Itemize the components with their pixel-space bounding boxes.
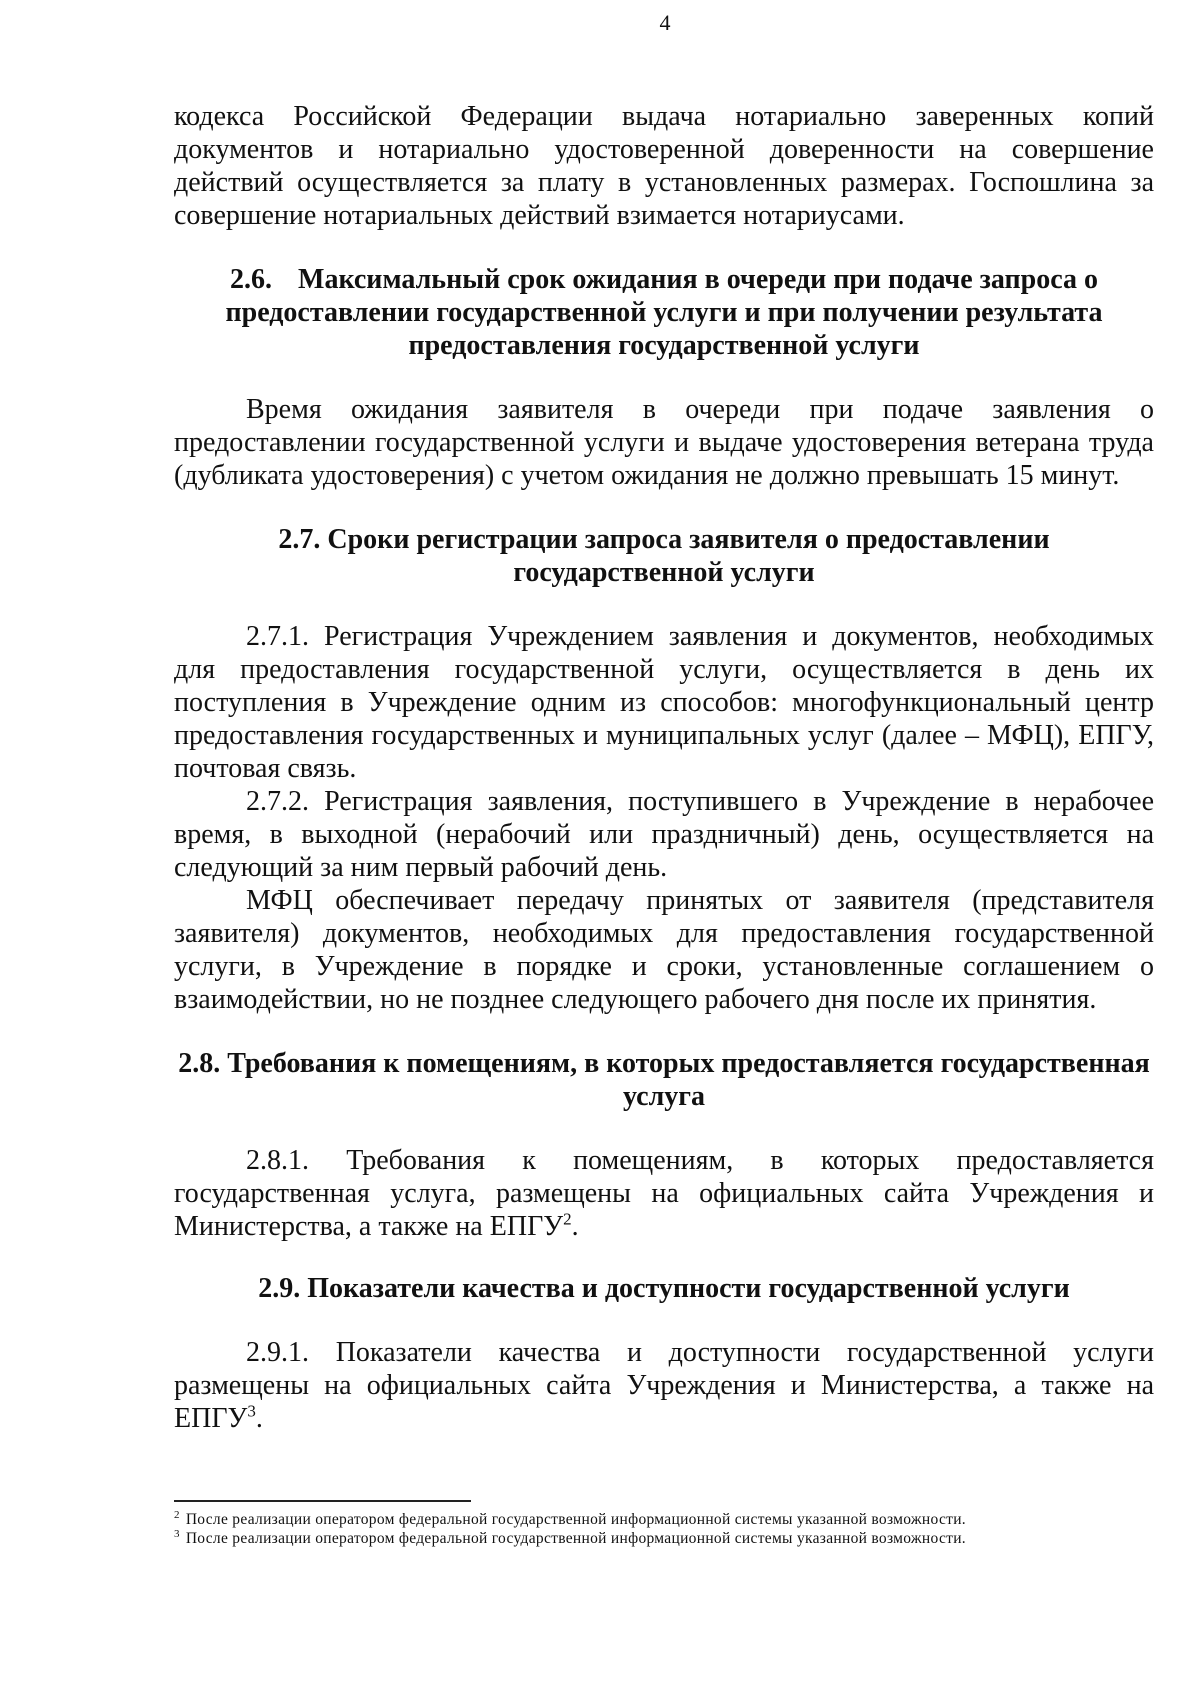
footnote-3-text: После реализации оператором федеральной государственной информационной системы указанной возможности.	[185, 1530, 966, 1547]
section-2-8-1-paragraph	[174, 1144, 1154, 1243]
section-2-7-mfc-paragraph: МФЦ обеспечивает передачу принятых от заявителя (представителя заявителя) документов, необходимых для предоставления государственной услуги, в Учреждение в порядке и сроки, установленные соглашением о взаимодействии, но не позднее следующего рабочего дня после их принятия.	[174, 885, 1154, 1015]
section-2-6-title: Максимальный срок ожидания в очереди при подаче запроса о предоставлении государственной услуги и при получении результата предоставления государственной услуги	[225, 264, 1103, 361]
document-body	[174, 100, 1154, 1435]
footnote-ref-3: 3	[247, 1401, 256, 1421]
intro-paragraph: кодекса Российской Федерации выдача нотариально заверенных копий документов и нотариально удостоверенной доверенности на совершение действий осуществляется за плату в установленных размерах. Госпошлина за совершение нотариальных действий взимается нотариусами.	[174, 101, 1154, 231]
section-2-9-1-text: 2.9.1. Показатели качества и доступности государственной услуги размещены на официальных сайта Учреждения и Министерства, а также на ЕПГУ	[174, 1337, 1154, 1434]
page-number: 4	[659, 10, 671, 35]
section-2-9-1-paragraph	[174, 1336, 1154, 1435]
section-2-7-1-paragraph: 2.7.1. Регистрация Учреждением заявления и документов, необходимых для предоставления государственной услуги, осуществляется в день их поступления в Учреждение одним из способов: многофункциональный центр предоставления государственных и муниципальных услуг (далее – МФЦ), ЕПГУ, почтовая связь.	[174, 621, 1154, 784]
footnote-ref-2: 2	[563, 1209, 572, 1229]
section-2-9-1-end: .	[255, 1403, 263, 1434]
section-2-8-heading: 2.8. Требования к помещениям, в которых предоставляется государственная услуга	[178, 1048, 1150, 1112]
section-2-8-1-end: .	[571, 1211, 579, 1242]
section-2-8-1-text: 2.8.1. Требования к помещениям, в которых предоставляется государственная услуга, размещены на официальных сайта Учреждения и Министерства, а также на ЕПГУ	[174, 1145, 1154, 1242]
footnote-2-mark: 2	[174, 1508, 180, 1521]
section-2-6-number: 2.6.	[230, 264, 273, 295]
footnotes	[174, 1500, 1154, 1548]
section-2-6-paragraph: Время ожидания заявителя в очереди при подаче заявления о предоставлении государственной услуги и выдаче удостоверения ветерана труда (дубликата удостоверения) с учетом ожидания не должно превышать 15 минут.	[174, 394, 1154, 491]
section-2-7-2-paragraph: 2.7.2. Регистрация заявления, поступившего в Учреждение в нерабочее время, в выходной (нерабочий или праздничный) день, осуществляется на следующий за ним первый рабочий день.	[174, 786, 1154, 883]
footnote-3-mark: 3	[174, 1527, 180, 1540]
footnote-divider	[174, 1500, 471, 1502]
section-2-9-heading: 2.9. Показатели качества и доступности государственной услуги	[258, 1273, 1070, 1304]
footnote-2-text: После реализации оператором федеральной государственной информационной системы указанной возможности.	[185, 1511, 966, 1528]
section-2-7-heading: 2.7. Сроки регистрации запроса заявителя о предоставлении государственной услуги	[278, 524, 1050, 588]
section-2-6-heading	[194, 263, 1134, 362]
footnote-3	[174, 1529, 1154, 1548]
footnote-2	[174, 1510, 1154, 1529]
